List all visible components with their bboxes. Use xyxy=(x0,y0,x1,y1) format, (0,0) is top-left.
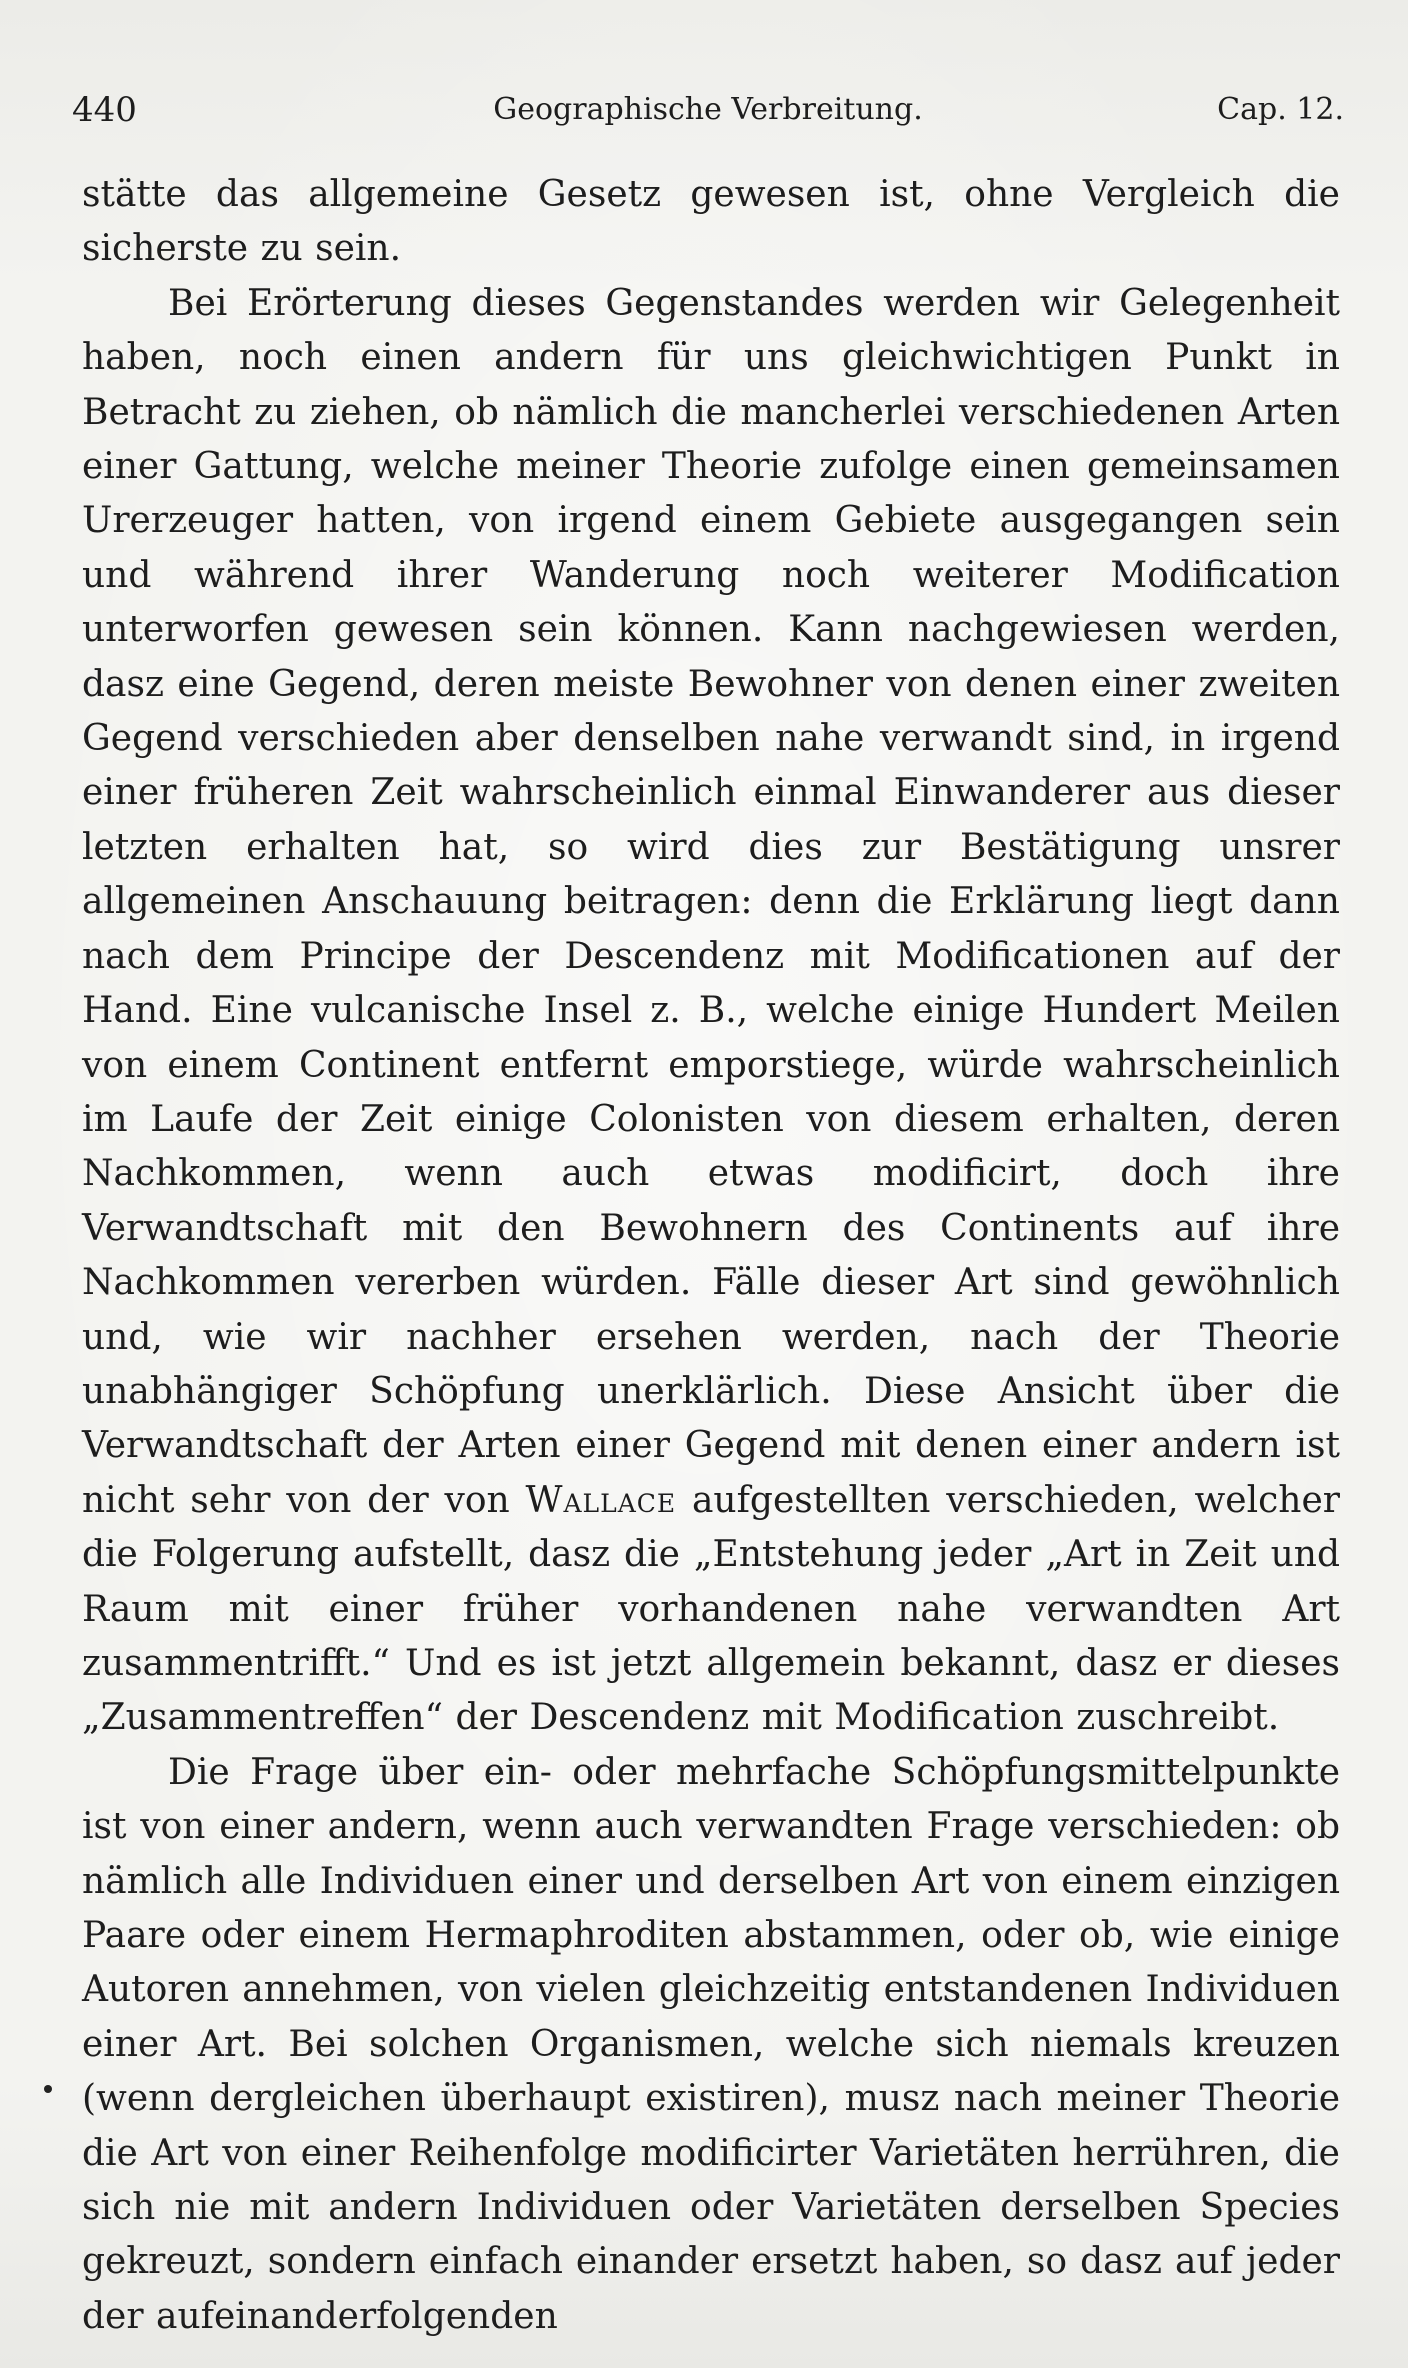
ink-speck xyxy=(44,2085,52,2093)
paragraph-2 xyxy=(82,277,1340,1746)
body-text xyxy=(82,168,1340,2344)
page-number: 440 xyxy=(72,90,137,130)
paragraph-2-part-1: Bei Erörterung dieses Gegenstandes werden wir Gelegenheit haben, noch einen andern für uns gleichwichtigen Punkt in Betracht zu ziehen, ob nämlich die mancherlei verschiedenen Arten einer Gattung, welche meiner Theorie zufolge einen gemeinsamen Urerzeuger hatten, von irgend einem Gebiete ausgegangen sein und während ihrer Wanderung noch weiterer Modification unterworfen gewesen sein können. Kann nachgewiesen werden, dasz eine Gegend, deren meiste Bewohner von denen einer zweiten Gegend verschieden aber denselben nahe verwandt sind, in irgend einer früheren Zeit wahrscheinlich einmal Einwanderer aus dieser letzten erhalten hat, so wird dies zur Bestätigung unsrer allgemeinen Anschauung beitragen: denn die Erklärung liegt dann nach dem Principe der Descendenz mit Modificationen auf der Hand. Eine vulcanische Insel z. B., welche einige Hundert Meilen von einem Continent entfernt emporstiege, würde wahrscheinlich im Laufe der Zeit einige Colonisten von diesem erhalten, deren Nachkommen, wenn auch etwas modificirt, doch ihre Verwandtschaft mit den Bewohnern des Continents auf ihre Nachkommen vererben würden. Fälle dieser Art sind gewöhnlich und, wie wir nachher ersehen werden, nach der Theorie unabhängiger Schöpfung unerklärlich. Diese Ansicht über die Verwandtschaft der Arten einer Gegend mit denen einer andern ist nicht sehr von der von xyxy=(82,282,1340,1521)
paragraph-2-part-2: aufgestellten verschieden, welcher die Folgerung aufstellt, dasz die „Entstehung jeder „Art in Zeit und Raum mit einer früher vorhandenen nahe verwandten Art zusammentrifft.“ Und es ist jetzt allgemein bekannt, dasz er dieses „Zusammentreffen“ der Descendenz mit Modification zuschreibt. xyxy=(82,1479,1340,1739)
page-header xyxy=(72,82,1344,138)
paragraph-3: Die Frage über ein- oder mehrfache Schöpfungsmittelpunkte ist von einer andern, wenn auch verwandten Frage verschieden: ob nämlich alle Individuen einer und derselben Art von einem einzigen Paare oder einem Hermaphroditen abstammen, oder ob, wie einige Autoren annehmen, von vielen gleichzeitig entstandenen Individuen einer Art. Bei solchen Organismen, welche sich niemals kreuzen (wenn dergleichen überhaupt existiren), musz nach meiner Theorie die Art von einer Reihenfolge modificirter Varietäten herrühren, die sich nie mit andern Individuen oder Varietäten derselben Species gekreuzt, sondern einfach einander ersetzt haben, so dasz auf jeder der aufeinanderfolgenden xyxy=(82,1751,1340,2337)
chapter-label: Cap. 12. xyxy=(1217,92,1344,127)
paragraph-1: stätte das allgemeine Gesetz gewesen ist, ohne Vergleich die sicherste zu sein. xyxy=(82,174,1340,270)
author-name-wallace: Wallace xyxy=(525,1479,677,1521)
running-title: Geographische Verbreitung. xyxy=(493,92,923,127)
